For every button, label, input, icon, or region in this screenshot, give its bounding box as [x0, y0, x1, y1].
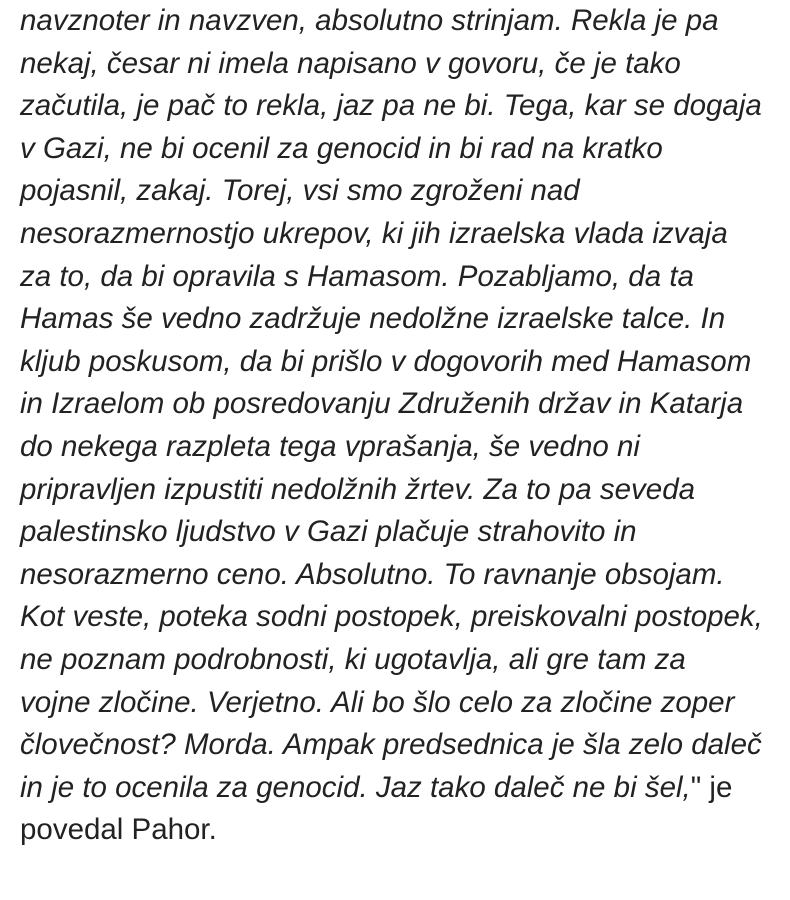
- quote-line: ne poznam podrobnosti, ki ugotavlja, ali gre tam za: [20, 642, 686, 676]
- article-quote-text: [20, 0, 780, 852]
- quote-line: vojne zločine. Verjetno. Ali bo šlo celo za zločine zoper: [20, 685, 735, 719]
- quote-line: palestinsko ljudstvo v Gazi plačuje strahovito in: [20, 515, 637, 549]
- quote-line-final: [20, 767, 780, 810]
- quote-line: nesorazmerno ceno. Absolutno. To ravnanje obsojam.: [20, 557, 725, 591]
- quote-line: v Gazi, ne bi ocenil za genocid in bi rad na kratko: [20, 131, 663, 165]
- quote-line: Hamas še vedno zadržuje nedolžne izraelske talce. In: [20, 302, 726, 336]
- quote-line: nesorazmernostjo ukrepov, ki jih izraelska vlada izvaja: [20, 216, 728, 250]
- attribution-inline: " je: [690, 770, 733, 804]
- quote-line-final-italic: in je to ocenila za genocid. Jaz tako daleč ne bi šel,: [20, 770, 691, 804]
- quote-line: za to, da bi opravila s Hamasom. Pozabljamo, da ta: [20, 259, 694, 293]
- quote-line: in Izraelom ob posredovanju Združenih držav in Katarja: [20, 387, 744, 421]
- quote-line: navznoter in navzven, absolutno strinjam. Rekla je pa: [20, 4, 719, 37]
- quote-line: človečnost? Morda. Ampak predsednica je šla zelo daleč: [20, 728, 762, 762]
- quote-line: Kot veste, poteka sodni postopek, preiskovalni postopek,: [20, 600, 763, 634]
- quote-line: nekaj, česar ni imela napisano v govoru, če je tako: [20, 46, 681, 80]
- quote-line: pojasnil, zakaj. Torej, vsi smo zgroženi nad: [20, 174, 580, 208]
- attribution-line: povedal Pahor.: [20, 813, 217, 847]
- quote-line: začutila, je pač to rekla, jaz pa ne bi. Tega, kar se dogaja: [20, 89, 762, 123]
- quote-line: kljub poskusom, da bi prišlo v dogovorih med Hamasom: [20, 344, 752, 378]
- quote-line: pripravljen izpustiti nedolžnih žrtev. Za to pa seveda: [20, 472, 696, 506]
- quote-line: do nekega razpleta tega vprašanja, še vedno ni: [20, 429, 640, 463]
